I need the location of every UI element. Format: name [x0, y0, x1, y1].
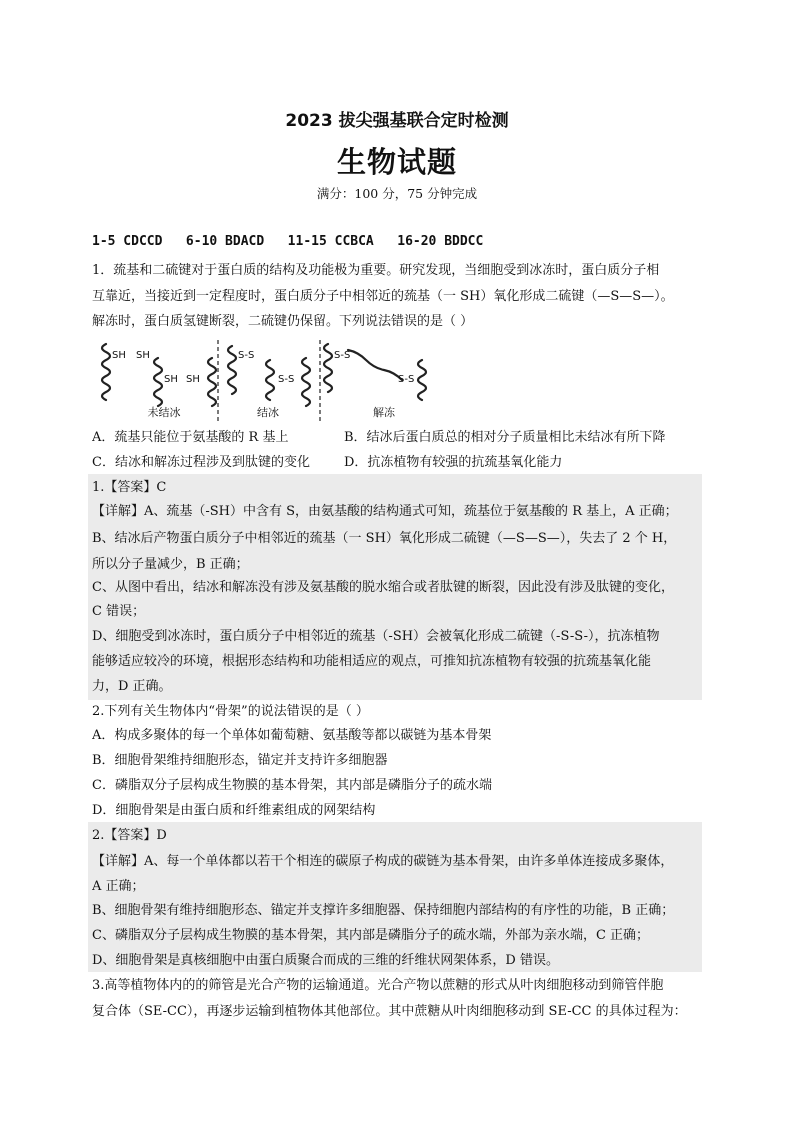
protein-chain-3: [208, 358, 216, 406]
q2-option-a: A．构成多聚体的每一个单体如葡萄糖、氨基酸等都以碳链为基本骨架: [92, 728, 492, 743]
q1-stem-line: 解冻时，蛋白质氢键断裂，二硫键仍保留。下列说法错误的是（ ）: [92, 314, 474, 329]
ss-label: S-S: [278, 374, 295, 385]
protein-chain-1: [102, 344, 110, 400]
ss-label: S-S: [238, 350, 255, 361]
q1-explanation-line: C、从图中看出，结冰和解冻没有涉及氨基酸的脱水缩合或者肽键的断裂，因此没有涉及肽键的变化，: [92, 580, 674, 595]
figure-label-frozen: 结冰: [257, 406, 279, 419]
q1-answer: 1.【答案】C: [92, 480, 167, 495]
protein-chain-6: [302, 358, 310, 406]
q1-option-b: B．结冰后蛋白质总的相对分子质量相比未结冰有所下降: [344, 430, 666, 445]
q1-explanation-line: C 错误；: [92, 604, 146, 619]
q1-option-a: A．巯基只能位于氨基酸的 R 基上: [92, 430, 289, 445]
exam-subtitle: 满分：100 分，75 分钟完成: [316, 186, 478, 201]
sh-label: SH: [112, 350, 126, 361]
protein-chain-9: [418, 360, 426, 400]
protein-chain-7: [324, 344, 332, 392]
sh-label: SH: [164, 374, 178, 385]
protein-chain-4: [228, 346, 236, 394]
q1-stem-line: 1．巯基和二硫键对于蛋白质的结构及功能极为重要。研究发现，当细胞受到冰冻时，蛋白质分子相: [92, 263, 660, 278]
q1-explanation-line: 力，D 正确。: [92, 679, 172, 694]
q1-stem-line: 互靠近，当接近到一定程度时，蛋白质分子中相邻近的巯基（一 SH）氧化形成二硫键（—S—S—）。: [92, 289, 674, 304]
ss-label: S-S: [334, 350, 351, 361]
q1-explanation-line: 能够适应较冷的环境，根据形态结构和功能相适应的观点，可推知抗冻植物有较强的抗巯基氧化能: [92, 654, 652, 669]
answer-key: 1-5 CDCCD 6-10 BDACD 11-15 CCBCA 16-20 BDDCC: [92, 234, 484, 249]
q2-option-b: B．细胞骨架维持细胞形态，锚定并支持许多细胞器: [92, 753, 388, 768]
q2-answer: 2.【答案】D: [92, 828, 167, 843]
q3-stem-line: 复合体（SE-CC），再逐步运输到植物体其他部位。其中蔗糖从叶肉细胞移动到 SE-CC 的具体过程为：: [92, 1004, 687, 1019]
protein-chain-5: [266, 360, 274, 400]
q2-explanation-line: C、磷脂双分子层构成生物膜的基本骨架，其内部是磷脂分子的疏水端，外部为亲水端，C 正确；: [92, 928, 650, 943]
q2-explanation-line: 【详解】A、每一个单体都以若干个相连的碳原子构成的碳链为基本骨架，由许多单体连接成多聚体，: [92, 854, 674, 869]
protein-freezing-figure: [92, 338, 442, 422]
protein-chain-8: [348, 350, 402, 380]
sh-label: SH: [186, 374, 200, 385]
q2-explanation-line: D、细胞骨架是真核细胞中由蛋白质聚合而成的三维的纤维状网架体系，D 错误。: [92, 953, 559, 968]
q2-option-c: C．磷脂双分子层构成生物膜的基本骨架，其内部是磷脂分子的疏水端: [92, 778, 492, 793]
subject-title: 生物试题: [336, 145, 457, 179]
figure-label-thawed: 解冻: [373, 406, 395, 419]
q3-stem-line: 3.高等植物体内的的筛管是光合产物的运输通道。光合产物以蔗糖的形式从叶肉细胞移动到筛管伴胞: [92, 978, 664, 993]
q1-option-c: C．结冰和解冻过程涉及到肽键的变化: [92, 455, 310, 470]
protein-chain-2: [154, 358, 162, 406]
q1-explanation-line: D、细胞受到冰冻时，蛋白质分子中相邻近的巯基（-SH）会被氧化形成二硫键（-S-S-），抗冻植物: [92, 629, 660, 644]
q2-stem: 2.下列有关生物体内“骨架”的说法错误的是（ ）: [92, 704, 369, 719]
q2-explanation-line: A 正确；: [92, 879, 145, 894]
q1-explanation-line: B、结冰后产物蛋白质分子中相邻近的巯基（一 SH）氧化形成二硫键（—S—S—），失去了 2 个 H，: [92, 531, 677, 546]
q2-answer-block: [88, 822, 702, 972]
q1-explanation-line: 所以分子量减少，B 正确；: [92, 557, 249, 572]
figure-label-unfrozen: 未结冰: [147, 406, 181, 419]
ss-label: S-S: [398, 374, 415, 385]
q1-explanation-line: 【详解】A、巯基（-SH）中含有 S，由氨基酸的结构通式可知，巯基位于氨基酸的 R 基上，A 正确；: [92, 504, 678, 519]
q2-explanation-line: B、细胞骨架有维持细胞形态、锚定并支撑许多细胞器、保持细胞内部结构的有序性的功能，B 正确；: [92, 903, 675, 918]
q2-option-d: D．细胞骨架是由蛋白质和纤维素组成的网架结构: [92, 803, 376, 818]
q1-option-d: D．抗冻植物有较强的抗巯基氧化能力: [344, 455, 563, 470]
sh-label: SH: [136, 350, 150, 361]
exam-title: 2023 拔尖强基联合定时检测: [285, 111, 509, 131]
